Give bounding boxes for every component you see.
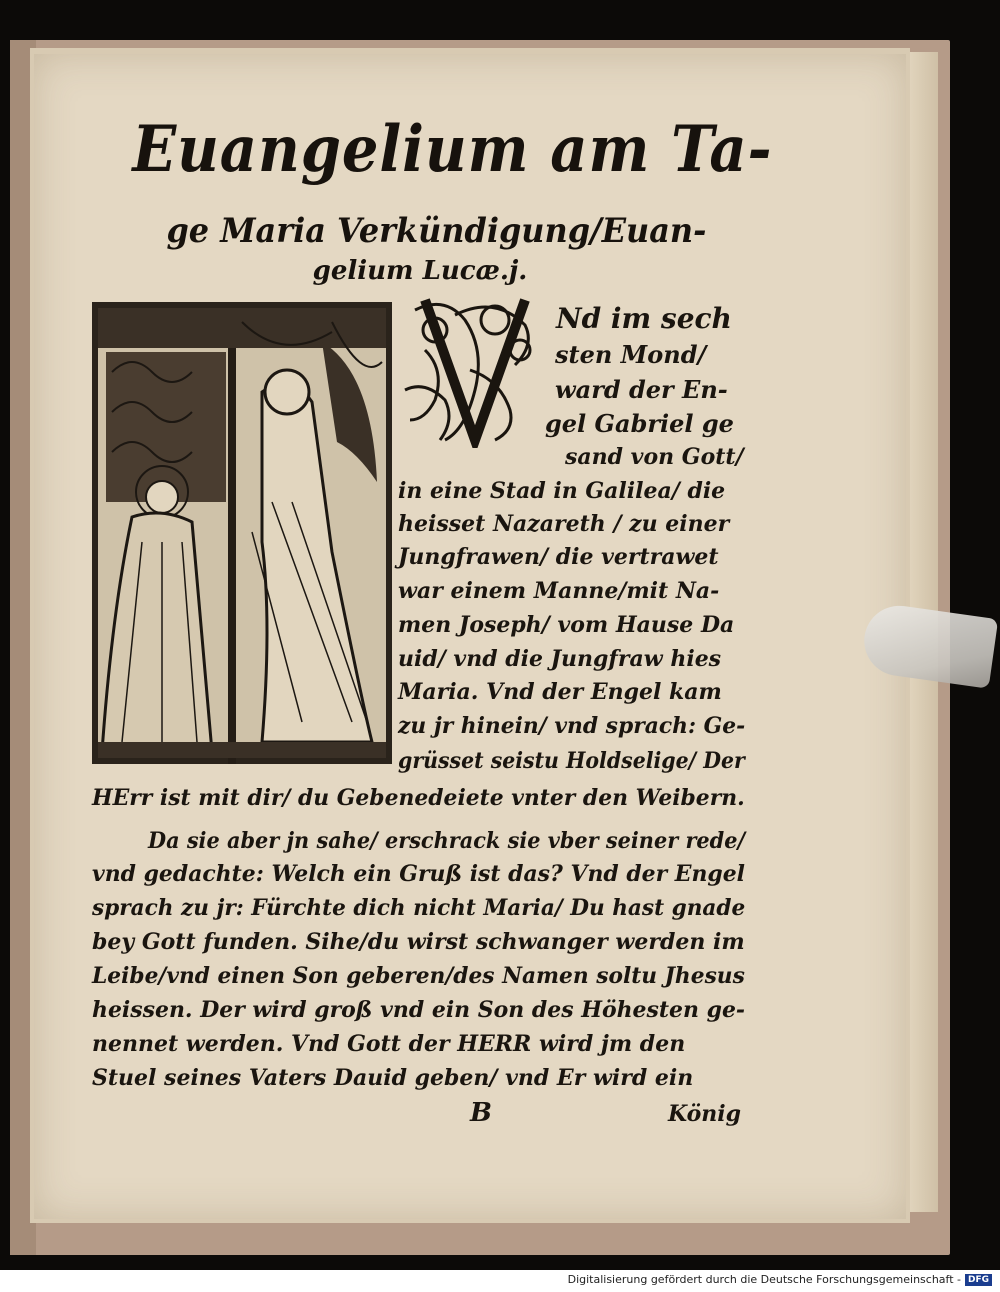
body-line-22: nennet werden. Vnd Gott der HERR wird jm den bbox=[92, 1031, 686, 1057]
body-line-13: zu jr hinein/ vnd sprach: Ge- bbox=[398, 713, 746, 739]
body-line-2: sten Mond/ bbox=[555, 340, 707, 369]
body-line-20: Leibe/vnd einen Son geberen/des Namen soltu Jhesus bbox=[92, 963, 745, 989]
body-line-5: sand von Gott/ bbox=[565, 444, 744, 470]
page-title-line-3: gelium Lucæ.j. bbox=[312, 256, 528, 286]
body-line-3: ward der En- bbox=[555, 375, 728, 404]
page-title-line-1: Euangelium am Ta- bbox=[132, 112, 773, 187]
body-line-4: gel Gabriel ge bbox=[545, 409, 734, 438]
body-line-1: Nd im sech bbox=[556, 302, 732, 335]
dfg-logo: DFG bbox=[965, 1274, 992, 1286]
body-line-17: vnd gedachte: Welch ein Gruß ist das? Vnd der Engel bbox=[92, 861, 746, 887]
body-line-23: Stuel seines Vaters Dauid geben/ vnd Er wird ein bbox=[92, 1065, 694, 1091]
body-line-12: Maria. Vnd der Engel kam bbox=[398, 679, 722, 705]
body-line-19: bey Gott funden. Sihe/du wirst schwanger werden im bbox=[92, 929, 745, 955]
catchword: König bbox=[668, 1101, 742, 1127]
body-line-15: HErr ist mit dir/ du Gebenedeiete vnter den Weibern. bbox=[92, 785, 745, 811]
signature-mark: B bbox=[470, 1098, 492, 1128]
digitization-credit bbox=[568, 1273, 992, 1286]
body-line-8: Jungfrawen/ die vertrawet bbox=[398, 544, 719, 570]
body-line-11: uid/ vnd die Jungfraw hies bbox=[398, 646, 722, 672]
credit-text: Digitalisierung gefördert durch die Deutsche Forschungsgemeinschaft - bbox=[567, 1273, 961, 1286]
decorated-initial-v bbox=[395, 290, 547, 448]
body-line-6: in eine Stad in Galilea/ die bbox=[398, 478, 726, 504]
body-line-9: war einem Manne/mit Na- bbox=[398, 578, 720, 604]
body-line-14: grüsset seistu Holdselige/ Der bbox=[398, 748, 745, 774]
body-line-18: sprach zu jr: Fürchte dich nicht Maria/ Du hast gnade bbox=[92, 895, 746, 921]
body-line-16: Da sie aber jn sahe/ erschrack sie vber seiner rede/ bbox=[148, 828, 746, 854]
body-line-21: heissen. Der wird groß vnd ein Son des Höhesten ge- bbox=[92, 997, 746, 1023]
body-line-10: men Joseph/ vom Hause Da bbox=[398, 612, 735, 638]
body-line-7: heisset Nazareth / zu einer bbox=[398, 511, 730, 537]
page-title-line-2: ge Maria Verkündigung/Euan- bbox=[166, 211, 707, 251]
annunciation-woodcut-illustration bbox=[92, 302, 392, 764]
